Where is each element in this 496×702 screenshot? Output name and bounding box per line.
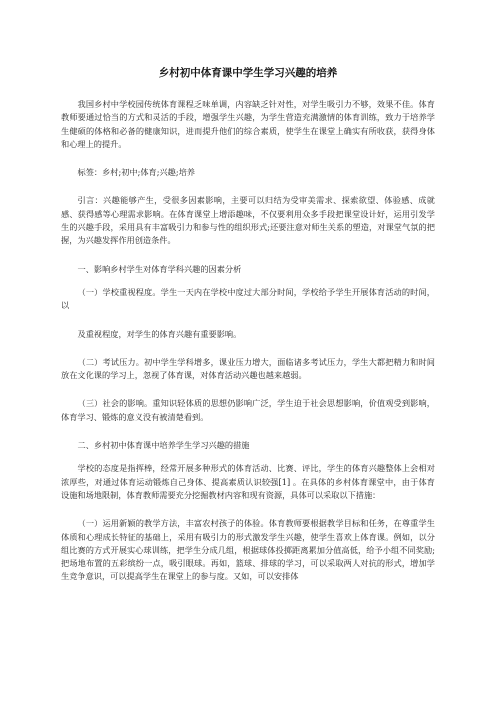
- paragraph-exam-pressure: （二）考试压力。初中学生学科增多，课业压力增大，面临诸多考试压力，学生大都把精力和时间放在文化课的学习上，忽视了体育课，对体育活动兴趣也越来越弱。: [61, 356, 435, 381]
- paragraph-school-importance: （一）学校重视程度。学生一天内在学校中度过大部分时间，学校给予学生开展体育活动的时间，以: [61, 286, 435, 311]
- paragraph-teaching-methods: （一）运用新颖的教学方法，丰富农村孩子的体验。体育教师要根据教学目标和任务，在尊重学生体质和心理成长特征的基础上，采用有吸引力的形式激发学生兴趣，使学生喜欢上体育课。例如，以分组比赛的方式开展实心球训练，把学生分成几组，根据球体投掷距离累加分值高低，给予小组不同奖励;把场地布置的五彩缤纷一点，吸引眼球。再如，篮球、排球的学习，可以采取两人对抗的形式，增加学生竞争意识，可以提高学生在课堂上的参与度。又如，可以安排体: [61, 518, 435, 582]
- introduction-paragraph: 引言：兴趣能够产生，受很多因素影响，主要可以归结为受审美需求、探索欲望、体验感、成就感、获得感等心理需求影响。在体育课堂上增添趣味，不仅要利用众多手段把课堂设计好，运用引发学生的兴趣手段，采用具有丰富吸引力和参与性的组织形式;还要注意对师生关系的塑造，对课堂气氛的把握，为兴趣发挥作用创造条件。: [61, 195, 435, 246]
- document-body: [61, 98, 435, 599]
- paragraph-school-attitude: 学校的态度是指挥棒，经常开展多种形式的体育活动、比赛、评比，学生的体育兴趣整体上会相对浓厚些，对通过体育运动锻炼自己身体、提高素质认识较强[1] 。在具体的乡村体育课堂中，由于体育设施和场地限制，体育教师需要充分挖掘教材内容和现有资源，具体可以采取以下措施：: [61, 463, 435, 500]
- section-heading-2: 二、乡村初中体育课中培养学生学习兴趣的措施: [77, 440, 250, 451]
- document-title: 乡村初中体育课中学生学习兴趣的培养: [158, 67, 338, 79]
- keywords-line: 标签：乡村;初中;体育;兴趣;培养: [77, 167, 195, 178]
- abstract-paragraph: 我国乡村中学校园传统体育课程乏味单调，内容缺乏针对性，对学生吸引力不够，效果不佳。体育教师要通过恰当的方式和灵活的手段，增强学生兴趣，为学生营造充满激情的体育训练，致力于培养学生健硕的体格和必备的健康知识，进而提升他们的综合素质，使学生在课堂上确实有所收获，获得身体和心理上的提升。: [61, 99, 435, 149]
- paragraph-school-importance-cont: 及重视程度，对学生的体育兴趣有重要影响。: [77, 328, 242, 339]
- section-heading-1: 一、影响乡村学生对体育学科兴趣的因素分析: [77, 263, 242, 274]
- paragraph-social-influence: （三）社会的影响。重知识轻体质的思想仍影响广泛，学生迫于社会思想影响，价值观受到影响，体育学习、锻炼的意义没有被清楚看到。: [61, 398, 435, 422]
